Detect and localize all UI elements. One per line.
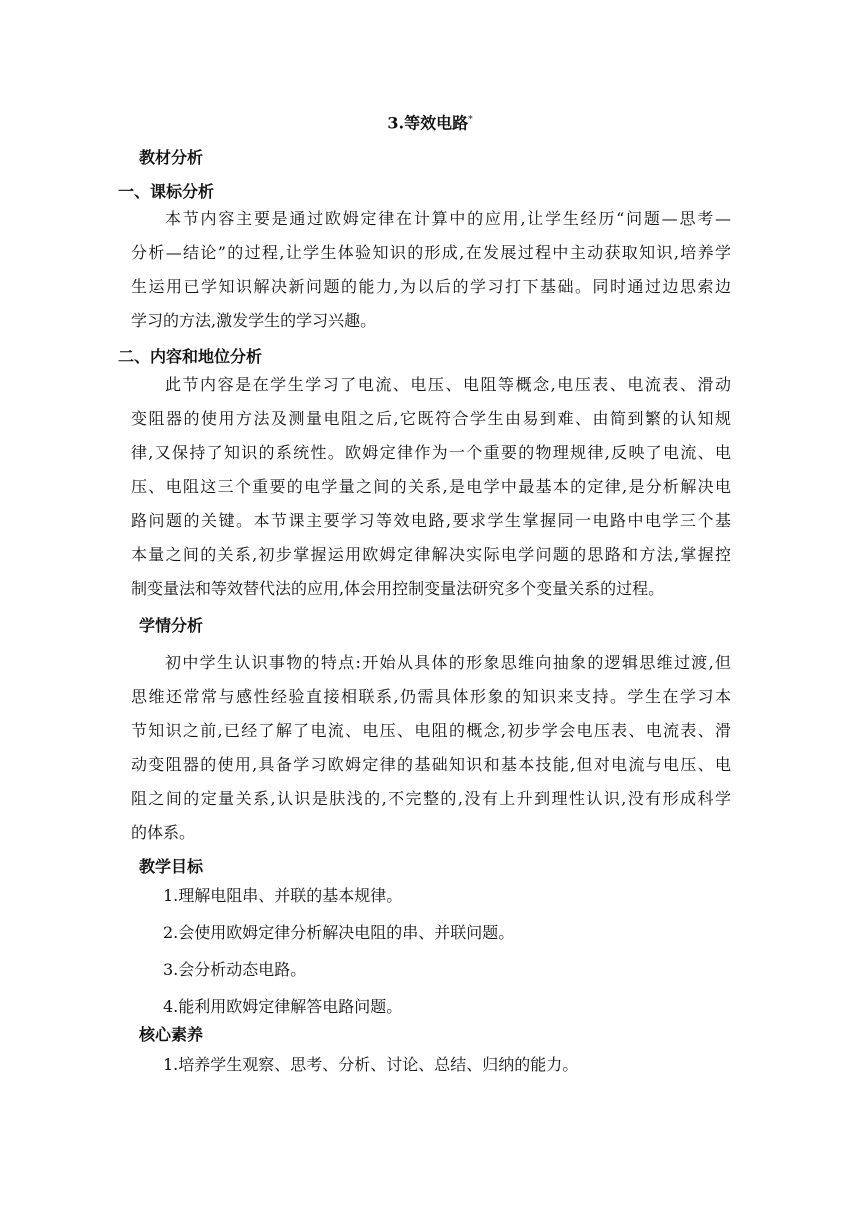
subsection-heading-curriculum: 一、课标分析 (118, 182, 215, 201)
paragraph-line: 本量之间的关系,初步掌握运用欧姆定律解决实际电学问题的思路和方法,掌握控 (131, 545, 731, 564)
paragraph-line: 阻之间的定量关系,认识是肤浅的,不完整的,没有上升到理性认识,没有形成科学 (131, 789, 731, 808)
paragraph-line: 思维还常常与感性经验直接相联系,仍需具体形象的知识来支持。学生在学习本 (131, 687, 731, 706)
paragraph-line: 律,又保持了知识的系统性。欧姆定律作为一个重要的物理规律,反映了电流、电 (131, 443, 731, 462)
paragraph-line: 动变阻器的使用,具备学习欧姆定律的基础知识和基本技能,但对电流与电压、电 (131, 755, 731, 774)
page-title (0, 108, 860, 135)
paragraph-line: 分析—结论”的过程,让学生体验知识的形成,在发展过程中主动获取知识,培养学 (131, 243, 731, 262)
paragraph-line: 此节内容是在学生学习了电流、电压、电阻等概念,电压表、电流表、滑动 (165, 375, 731, 394)
section-heading-core: 核心素养 (139, 1025, 204, 1044)
section-heading-goals: 教学目标 (139, 857, 204, 876)
paragraph-curriculum (131, 202, 731, 338)
core-item: 1.培养学生观察、思考、分析、讨论、总结、归纳的能力。 (163, 1055, 579, 1074)
paragraph-line: 的体系。 (131, 823, 196, 842)
subsection-heading-content: 二、内容和地位分析 (118, 347, 263, 366)
section-heading-students: 学情分析 (139, 616, 204, 635)
title-asterisk: * (468, 115, 473, 125)
paragraph-line: 本节内容主要是通过欧姆定律在计算中的应用,让学生经历“问题—思考— (165, 209, 731, 228)
section-heading-material: 教材分析 (139, 148, 204, 167)
paragraph-line: 制变量法和等效替代法的应用,体会用控制变量法研究多个变量关系的过程。 (131, 579, 665, 598)
goal-item: 2.会使用欧姆定律分析解决电阻的串、并联问题。 (163, 923, 515, 942)
paragraph-line: 生运用已学知识解决新问题的能力,为以后的学习打下基础。同时通过边思索边 (131, 277, 731, 296)
paragraph-line: 学习的方法,激发学生的学习兴趣。 (131, 311, 377, 330)
goal-item: 4.能利用欧姆定律解答电路问题。 (163, 997, 403, 1016)
paragraph-line: 初中学生认识事物的特点:开始从具体的形象思维向抽象的逻辑思维过渡,但 (165, 653, 731, 672)
paragraph-students (131, 646, 731, 850)
paragraph-content (131, 368, 731, 606)
goal-item: 3.会分析动态电路。 (163, 960, 307, 979)
paragraph-line: 节知识之前,已经了解了电流、电压、电阻的概念,初步学会电压表、电流表、滑 (131, 721, 731, 740)
paragraph-line: 路问题的关键。本节课主要学习等效电路,要求学生掌握同一电路中电学三个基 (131, 511, 731, 530)
goal-item: 1.理解电阻串、并联的基本规律。 (163, 886, 403, 905)
paragraph-line: 压、电阻这三个重要的电学量之间的关系,是电学中最基本的定律,是分析解决电 (131, 477, 731, 496)
page-title-text: 3.等效电路 (387, 113, 469, 133)
paragraph-line: 变阻器的使用方法及测量电阻之后,它既符合学生由易到难、由简到繁的认知规 (131, 409, 731, 428)
